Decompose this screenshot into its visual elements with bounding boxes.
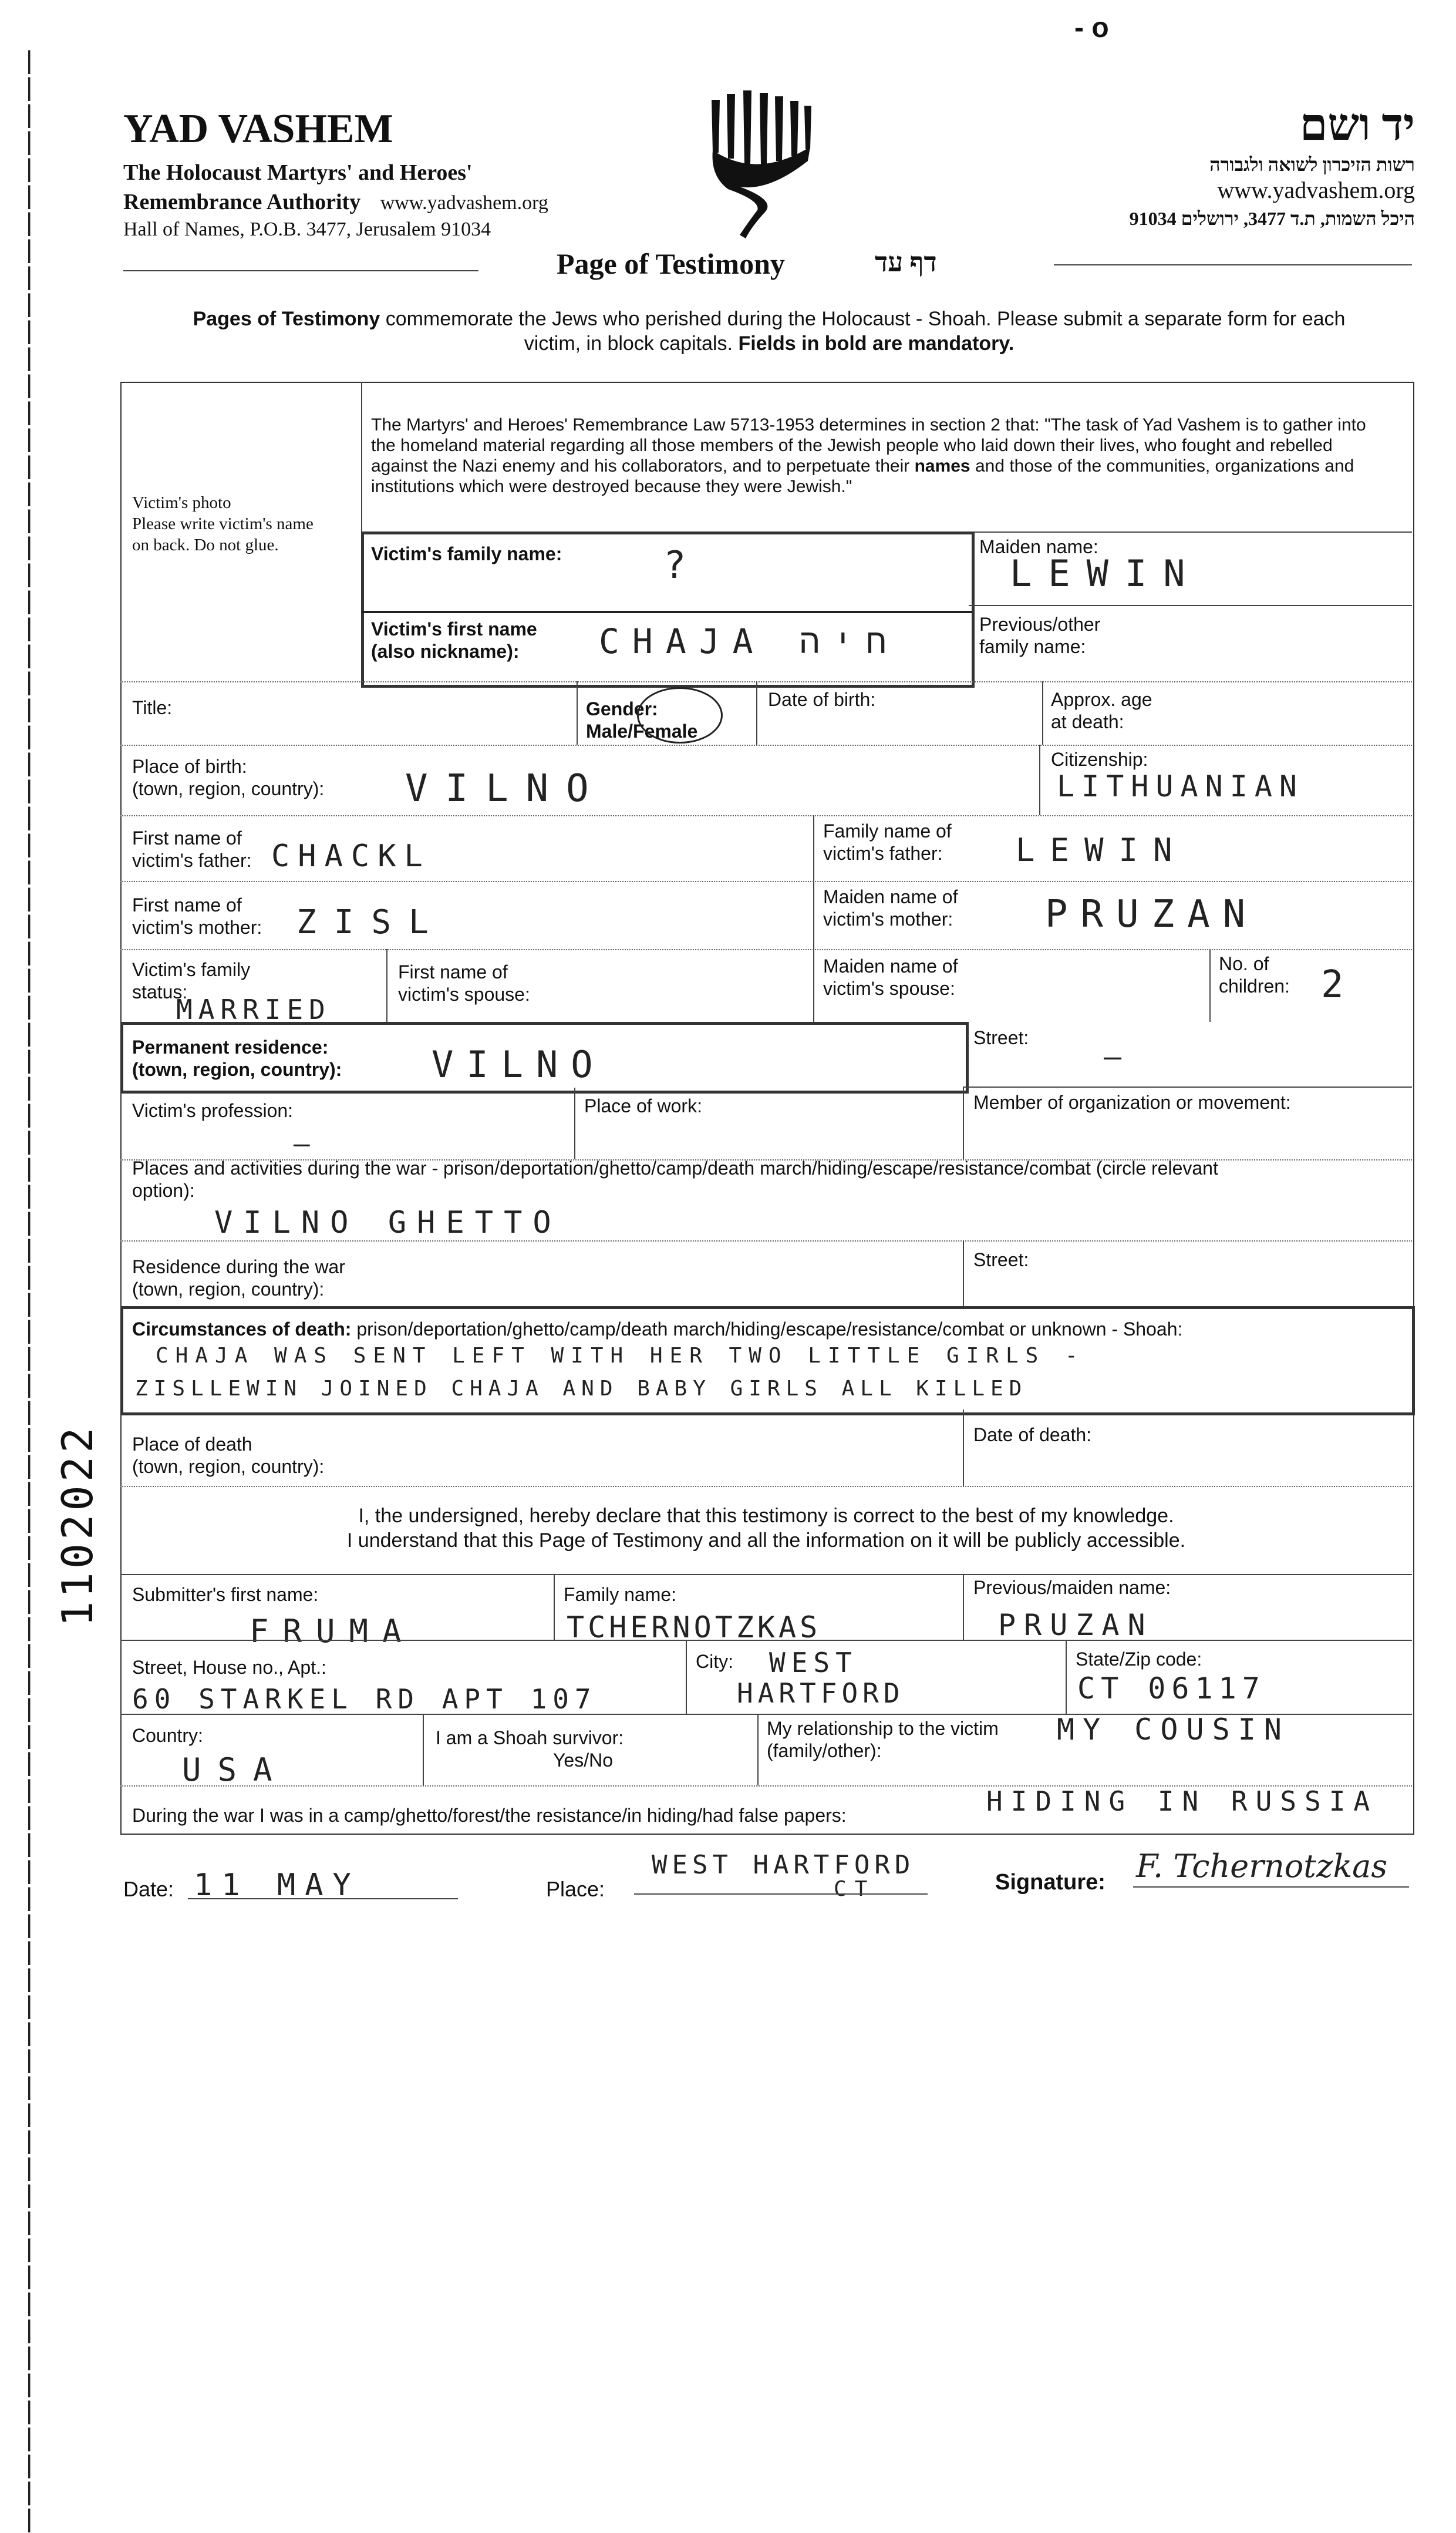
org-line-2-text: Remembrance Authority (123, 190, 361, 214)
street-bottom (963, 1086, 1412, 1088)
family-status-label-2: status: (132, 981, 188, 1003)
war-places-label (132, 1157, 1406, 1202)
header-rule-right (1054, 264, 1412, 265)
mother-first-label-1: First name of (132, 894, 242, 916)
place-underline (634, 1893, 928, 1895)
date-label: Date: (123, 1877, 174, 1901)
side-handwritten-number: 1102022 (53, 1424, 102, 1627)
declaration-text (120, 1503, 1412, 1553)
mother-first-label-2: victim's mother: (132, 917, 262, 938)
residence-label (132, 1036, 342, 1081)
death-place-label-2: (town, region, country): (132, 1456, 325, 1477)
first-name-label (371, 618, 537, 662)
prev-family-label-2: family name: (979, 636, 1086, 657)
submitter-family-value[interactable]: TCHERNOTZKAS (567, 1610, 821, 1644)
org-name: YAD VASHEM (123, 106, 393, 152)
member-label: Member of organization or movement: (973, 1092, 1291, 1113)
gender-divider (577, 681, 578, 745)
citizenship-label: Citizenship: (1051, 749, 1148, 770)
relation-label-1: My relationship to the victim (767, 1718, 999, 1739)
age-label (1051, 688, 1152, 733)
row-submitter-top (120, 1574, 1412, 1575)
profession-value[interactable]: — (294, 1128, 318, 1159)
submitter-street-value[interactable]: 60 STARKEL RD APT 107 (132, 1683, 597, 1715)
death-circumstances-label (132, 1318, 1182, 1340)
pob-label-2: (town, region, country): (132, 778, 325, 799)
state-value[interactable]: CT 06117 (1077, 1671, 1266, 1706)
margin-tick-marks: | | | | | | | | | | | | | | | | | | | | | | | | | | | | | | | | | | | | | | | | | | | | | | | | | | | | | | | | | | | | | | | | | | | | | | | | | | | | | | | | | | | | | | | | | | | | (26, 46, 33, 2533)
father-first-label-1: First name of (132, 827, 242, 849)
pob-label (132, 755, 324, 800)
death-place-label (132, 1433, 324, 1478)
street-label: Street: (973, 1027, 1029, 1048)
mother-first-label (132, 894, 262, 938)
war-places-value[interactable]: VILNO GHETTO (214, 1205, 562, 1240)
gender-options[interactable]: Male/Female (586, 721, 698, 742)
state-divider (1066, 1640, 1067, 1714)
family-name-value[interactable]: ? (663, 544, 695, 587)
heb-org-line-1: רשות הזיכרון לשואה ולגבורה (1209, 154, 1415, 175)
name-box-split (361, 611, 972, 613)
law-text-bold: names (914, 456, 970, 476)
declaration-line-2: I understand that this Page of Testimony and all the information on it will be publicly accessible. (346, 1529, 1186, 1552)
declaration-line-1: I, the undersigned, hereby declare that this testimony is correct to the best of my knowledge. (358, 1505, 1174, 1527)
row-status-top (120, 949, 1412, 950)
death-circumstances-rest: prison/deportation/ghetto/camp/death march/hiding/escape/resistance/combat or unknown - Shoah: (351, 1318, 1183, 1340)
corner-mark: - o (1074, 12, 1109, 43)
date-underline (188, 1898, 458, 1899)
during-war-value[interactable]: HIDING IN RUSSIA (986, 1785, 1379, 1817)
war-res-label-1: Residence during the war (132, 1256, 345, 1277)
photo-note-1: Victim's photo (132, 493, 231, 512)
submitter-first-label: Submitter's first name: (132, 1584, 319, 1605)
age-label-1: Approx. age (1051, 689, 1152, 710)
spouse-divider (813, 949, 814, 1022)
row-war-res-top (120, 1240, 1412, 1242)
photo-note-3: on back. Do not glue. (132, 536, 279, 554)
maiden-name-value[interactable]: LEWIN (1010, 552, 1202, 595)
pob-label-1: Place of birth: (132, 756, 247, 777)
form-title-hebrew: דף עד (875, 247, 937, 277)
row-father-top (120, 815, 1412, 816)
row-declaration-top (120, 1486, 1412, 1487)
org-line-2 (123, 189, 548, 215)
member-divider (963, 1088, 964, 1159)
place-value-2[interactable]: CT (834, 1877, 876, 1901)
maiden-name-label: Maiden name: (979, 536, 1098, 557)
citizenship-value[interactable]: LITHUANIAN (1057, 769, 1305, 803)
signature-underline (1133, 1886, 1409, 1888)
children-label-1: No. of (1219, 953, 1269, 974)
children-label-2: children: (1219, 975, 1290, 997)
dob-divider (756, 681, 757, 745)
survivor-label (436, 1727, 653, 1771)
father-family-label-2: victim's father: (823, 843, 943, 864)
city-label: City: (696, 1651, 733, 1672)
org-url[interactable]: www.yadvashem.org (380, 192, 548, 214)
law-text-1: The Martyrs' and Heroes' Remembrance Law 5713-1953 determines in section 2 that: "The task of Yad Vashem is to gather into the homeland material regarding all those members of the Jewish people who laid down their lives, who fought and rebelled against the Nazi enemy and his collaborators, and to perpetuate their (371, 415, 1366, 476)
death-circumstances-bold: Circumstances of death: (132, 1318, 352, 1340)
father-first-value[interactable]: CHACKL (271, 839, 431, 874)
survivor-divider (423, 1714, 424, 1785)
heb-org-name: יד ושם (1299, 100, 1415, 150)
spouse-first-label-1: First name of (398, 961, 508, 983)
residence-label-2: (town, region, country): (132, 1059, 342, 1080)
spouse-first-label-2: victim's spouse: (398, 984, 530, 1005)
father-first-label-2: victim's father: (132, 850, 252, 871)
father-first-label (132, 827, 251, 872)
header-rule-left (123, 270, 478, 271)
place-label: Place: (546, 1877, 605, 1901)
mother-maiden-label-1: Maiden name of (823, 886, 958, 907)
mother-maiden-label-2: victim's mother: (823, 909, 953, 930)
children-value[interactable]: 2 (1321, 963, 1352, 1007)
father-family-label-1: Family name of (823, 820, 952, 842)
place-value-1[interactable]: WEST HARTFORD (652, 1850, 915, 1880)
family-name-label: Victim's family name: (371, 543, 562, 564)
date-value[interactable]: 11 MAY (194, 1868, 360, 1903)
profession-label: Victim's profession: (132, 1100, 294, 1121)
country-label: Country: (132, 1725, 203, 1746)
intro-text (117, 307, 1421, 356)
maiden-bottom (969, 605, 1412, 606)
death-circumstances-value-1[interactable]: CHAJA WAS SENT LEFT WITH HER TWO LITTLE GIRLS - (156, 1344, 1085, 1368)
submitter-prev-divider (963, 1574, 964, 1640)
intro-lead-rest: commemorate the Jews who perished during the Holocaust - Shoah. Please submit a separate form for each (380, 308, 1346, 330)
workplace-label: Place of work: (584, 1095, 702, 1116)
residence-value[interactable]: VILNO (432, 1043, 606, 1086)
city-value-1[interactable]: WEST (769, 1647, 858, 1678)
street-value[interactable]: — (1104, 1040, 1130, 1074)
children-label (1219, 953, 1290, 997)
heb-org-address: היכל השמות, ת.ד 3477, ירושלים 91034 (1129, 208, 1415, 229)
war-res-label (132, 1256, 345, 1300)
signature-value[interactable]: F. Tchernotzkas (1136, 1848, 1388, 1885)
form-title: Page of Testimony (557, 247, 785, 280)
relation-label (767, 1717, 999, 1762)
gender-label-text: Gender: (586, 698, 658, 719)
submitter-family-divider (554, 1574, 555, 1640)
pob-value[interactable]: VILNO (405, 767, 606, 810)
spouse-maiden-label-1: Maiden name of (823, 956, 958, 977)
during-war-label: During the war I was in a camp/ghetto/forest/the resistance/in hiding/had false papers: (132, 1805, 847, 1826)
survivor-label-text: I am a Shoah survivor: (436, 1727, 624, 1748)
death-date-label: Date of death: (973, 1424, 1092, 1445)
city-divider (686, 1640, 687, 1714)
row-title-top (120, 681, 1412, 682)
country-value[interactable]: USA (182, 1751, 289, 1788)
spouse-maiden-label-2: victim's spouse: (823, 978, 955, 999)
submitter-prev-label: Previous/maiden name: (973, 1577, 1171, 1598)
first-name-label-1: Victim's first name (371, 618, 537, 640)
father-family-label (823, 820, 952, 864)
relation-divider (757, 1714, 759, 1785)
citizenship-divider (1039, 745, 1040, 815)
war-street-label: Street: (973, 1249, 1029, 1270)
signature-label: Signature: (995, 1870, 1106, 1895)
survivor-options[interactable]: Yes/No (553, 1750, 613, 1771)
relation-value[interactable]: MY COUSIN (1057, 1713, 1290, 1747)
family-status-label-1: Victim's family (132, 959, 251, 980)
father-divider (813, 815, 814, 949)
first-name-label-2: (also nickname): (371, 641, 520, 662)
submitter-family-label: Family name: (564, 1584, 677, 1605)
org-line-1: The Holocaust Martyrs' and Heroes' (123, 160, 473, 185)
war-places-label-1: Places and activities during the war - prison/deportation/ghetto/camp/death march/hiding/escape/resistance/combat (circle relevant (132, 1158, 1218, 1179)
workplace-divider (574, 1088, 575, 1159)
spouse-first-label (398, 961, 530, 1005)
photo-note (132, 492, 314, 556)
father-family-value[interactable]: LEWIN (1016, 832, 1188, 869)
mother-maiden-label (823, 886, 958, 930)
death-place-label-1: Place of death (132, 1434, 252, 1455)
age-divider (1042, 681, 1043, 745)
first-name-value[interactable]: CHAJA חיה (599, 621, 899, 661)
submitter-street-label: Street, House no., Apt.: (132, 1657, 326, 1678)
menorah-logo-icon (705, 88, 816, 241)
death-date-divider (963, 1410, 964, 1486)
prev-family-label (979, 613, 1100, 658)
intro-lead-bold: Pages of Testimony (193, 308, 380, 330)
children-divider (1209, 949, 1211, 1022)
residence-label-1: Permanent residence: (132, 1037, 329, 1058)
heb-org-url[interactable]: www.yadvashem.org (1217, 177, 1415, 203)
row-pob-top (120, 745, 1412, 746)
dob-label: Date of birth: (768, 689, 876, 710)
intro-mandatory-note: Fields in bold are mandatory. (738, 332, 1015, 355)
status-divider (386, 949, 387, 1022)
war-res-label-2: (town, region, country): (132, 1279, 325, 1300)
submitter-first-value[interactable]: FRUMA (250, 1613, 416, 1650)
row-mother-top (120, 881, 1412, 882)
org-address: Hall of Names, P.O.B. 3477, Jerusalem 91034 (123, 218, 491, 240)
title-label: Title: (132, 697, 173, 718)
intro-line-2: victim, in block capitals. (524, 332, 739, 355)
city-value-2[interactable]: HARTFORD (737, 1677, 905, 1709)
row-address-top (120, 1640, 1412, 1641)
law-text (371, 415, 1387, 497)
family-status-value[interactable]: MARRIED (176, 994, 331, 1025)
submitter-prev-value[interactable]: PRUZAN (998, 1608, 1154, 1642)
war-places-label-2: option): (132, 1180, 195, 1201)
law-bottom (969, 532, 1412, 533)
mother-maiden-value[interactable]: PRUZAN (1045, 893, 1259, 936)
state-label: State/Zip code: (1076, 1649, 1202, 1670)
spouse-maiden-label (823, 955, 958, 1000)
mother-first-value[interactable]: ZISL (296, 903, 446, 941)
relation-label-2: (family/other): (767, 1740, 882, 1761)
prev-family-label-1: Previous/other (979, 614, 1101, 635)
photo-note-2: Please write victim's name (132, 514, 314, 533)
law-text-2: and those of the communities, organizations and institutions which were destroyed because they were Jewish." (371, 456, 1354, 496)
war-street-divider (963, 1240, 964, 1306)
age-label-2: at death: (1051, 711, 1124, 732)
death-circumstances-value-2[interactable]: ZISLLEWIN JOINED CHAJA AND BABY GIRLS ALL KILLED (135, 1377, 1028, 1401)
gender-female-circle (637, 687, 723, 744)
